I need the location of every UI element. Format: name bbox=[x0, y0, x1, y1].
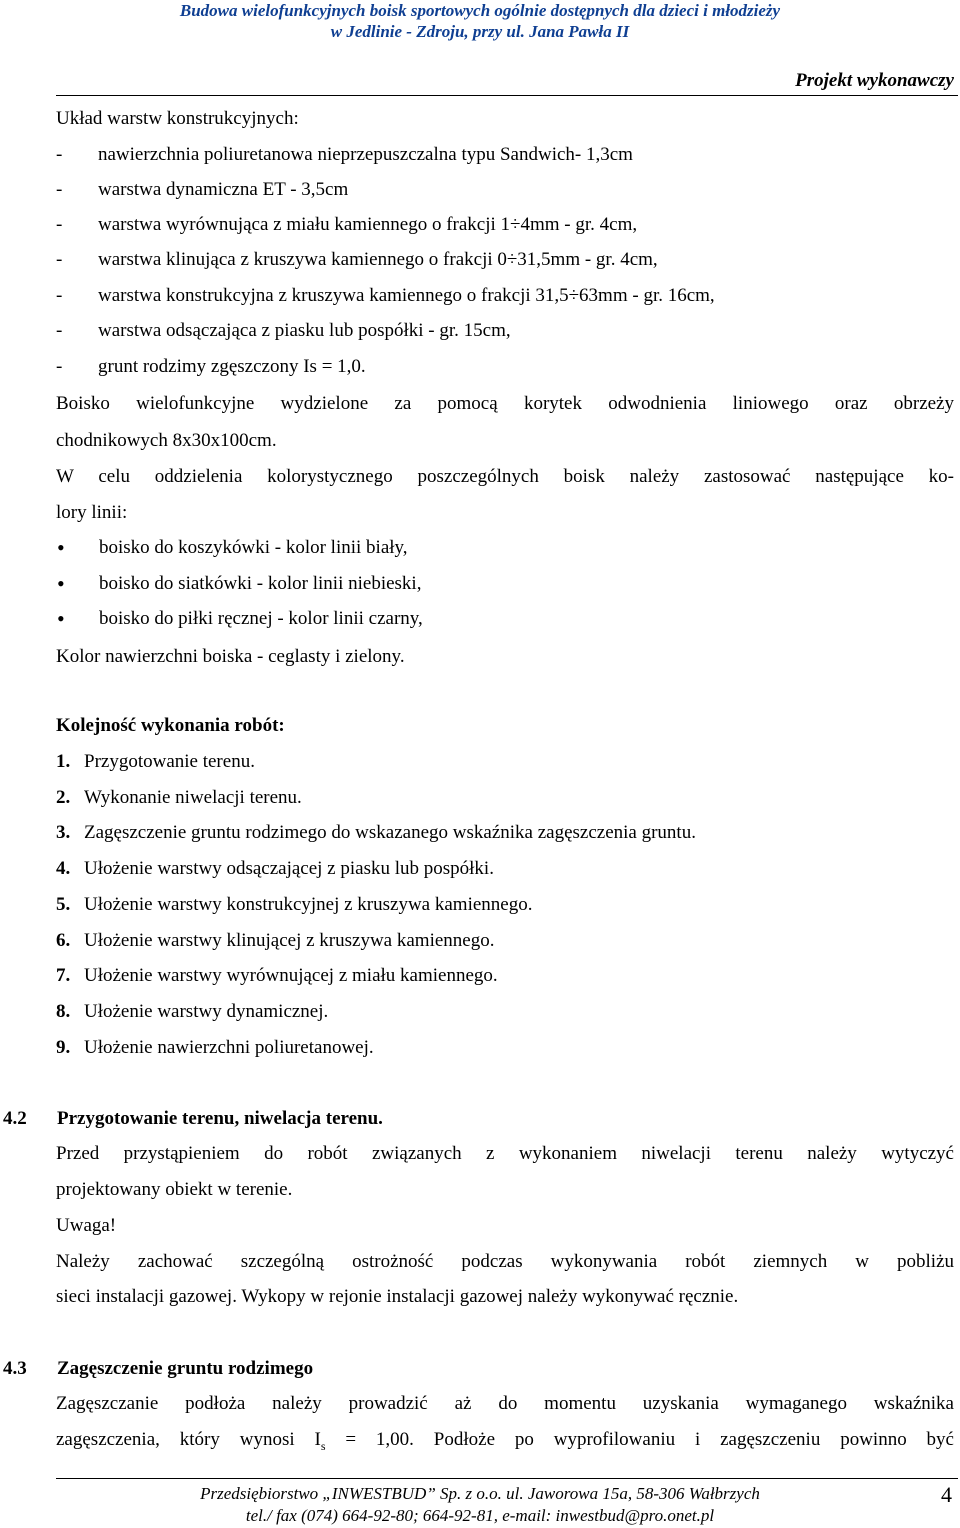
layer-item: - grunt rodzimy zgęszczony Is = 1,0. bbox=[56, 356, 366, 377]
paragraph-line: Należy zachować szczególną ostrożność podczas wykonywania robót ziemnych w pobliżu bbox=[56, 1251, 954, 1272]
page-number: 4 bbox=[941, 1482, 952, 1507]
footer-company: Przedsiębiorstwo „INWESTBUD” Sp. z o.o. ul. Jaworowa 15a, 58-306 Wałbrzych bbox=[200, 1484, 760, 1503]
layer-item: - warstwa wyrównująca z miału kamiennego o frakcji 1÷4mm - gr. 4cm, bbox=[56, 214, 638, 235]
paragraph-line: sieci instalacji gazowej. Wykopy w rejonie instalacji gazowej należy wykonywać ręcznie. bbox=[56, 1286, 739, 1307]
paragraph-line: W celu oddzielenia kolorystycznego poszczególnych boisk należy zastosować następujące ko- bbox=[56, 466, 954, 487]
header-divider bbox=[56, 95, 958, 96]
bullet-icon bbox=[57, 607, 65, 633]
paragraph-line: projektowany obiekt w terenie. bbox=[56, 1179, 293, 1200]
bullet-icon bbox=[57, 572, 65, 598]
order-item: 9. Ułożenie nawierzchni poliuretanowej. bbox=[56, 1037, 374, 1058]
paragraph-line: chodnikowych 8x30x100cm. bbox=[56, 430, 277, 451]
document-footer bbox=[0, 1483, 960, 1527]
document-header bbox=[0, 0, 960, 42]
document-type: Projekt wykonawczy bbox=[795, 70, 954, 91]
section-title: Przygotowanie terenu, niwelacja terenu. bbox=[57, 1108, 383, 1129]
section-number: 4.2 bbox=[3, 1108, 27, 1129]
layer-item: - warstwa odsączająca z piasku lub pospółki - gr. 15cm, bbox=[56, 320, 511, 341]
surface-color-text: Kolor nawierzchni boiska - ceglasty i zielony. bbox=[56, 646, 405, 667]
order-item: 4. Ułożenie warstwy odsączającej z piasku lub pospółki. bbox=[56, 858, 494, 879]
layer-item: - warstwa konstrukcyjna z kruszywa kamiennego o frakcji 31,5÷63mm - gr. 16cm, bbox=[56, 285, 715, 306]
order-item: 6. Ułożenie warstwy klinującej z kruszywa kamiennego. bbox=[56, 930, 495, 951]
order-item: 7. Ułożenie warstwy wyrównującej z miału kamiennego. bbox=[56, 965, 498, 986]
bullet-item: boisko do siatkówki - kolor linii niebieski, bbox=[99, 573, 422, 594]
footer-contact: tel./ fax (074) 664-92-80; 664-92-81, e-mail: inwestbud@pro.onet.pl bbox=[245, 1506, 715, 1525]
order-item: 5. Ułożenie warstwy konstrukcyjnej z kruszywa kamiennego. bbox=[56, 894, 533, 915]
bullet-icon bbox=[57, 536, 65, 562]
order-title: Kolejność wykonania robót: bbox=[56, 715, 285, 736]
order-item: 1. Przygotowanie terenu. bbox=[56, 751, 255, 772]
paragraph-line: lory linii: bbox=[56, 502, 128, 523]
note-label: Uwaga! bbox=[56, 1215, 117, 1236]
bullet-item: boisko do koszykówki - kolor linii biały, bbox=[99, 537, 408, 558]
header-location: w Jedlinie - Zdroju, przy ul. Jana Pawła II bbox=[330, 22, 630, 41]
section-title: Zagęszczenie gruntu rodzimego bbox=[57, 1358, 314, 1379]
layer-item: - warstwa dynamiczna ET - 3,5cm bbox=[56, 179, 349, 200]
paragraph-line: zagęszczenia, który wynosi $I_s = 1,00$. Podłoże po wyprofilowaniu i zagęszczeniu powinno być bbox=[56, 1429, 954, 1453]
layer-item: - nawierzchnia poliuretanowa nieprzepuszczalna typu Sandwich- 1,3cm bbox=[56, 144, 633, 165]
bullet-item: boisko do piłki ręcznej - kolor linii czarny, bbox=[99, 608, 423, 629]
order-item: 3. Zagęszczenie gruntu rodzimego do wskazanego wskaźnika zagęszczenia gruntu. bbox=[56, 822, 696, 843]
header-title: Budowa wielofunkcyjnych boisk sportowych ogólnie dostępnych dla dzieci i młodzieży bbox=[179, 1, 781, 20]
paragraph-line: Przed przystąpieniem do robót związanych z wykonaniem niwelacji terenu należy wytyczyć bbox=[56, 1143, 954, 1164]
order-item: 2. Wykonanie niwelacji terenu. bbox=[56, 787, 302, 808]
paragraph-line: Boisko wielofunkcyjne wydzielone za pomocą korytek odwodnienia liniowego oraz obrzeży bbox=[56, 393, 954, 414]
layer-item: - warstwa klinująca z kruszywa kamiennego o frakcji 0÷31,5mm - gr. 4cm, bbox=[56, 249, 658, 270]
paragraph-line: Zagęszczanie podłoża należy prowadzić aż do momentu uzyskania wymaganego wskaźnika bbox=[56, 1393, 954, 1414]
layers-title: Układ warstw konstrukcyjnych: bbox=[56, 108, 299, 129]
footer-divider bbox=[56, 1478, 958, 1479]
section-number: 4.3 bbox=[3, 1358, 27, 1379]
order-item: 8. Ułożenie warstwy dynamicznej. bbox=[56, 1001, 329, 1022]
